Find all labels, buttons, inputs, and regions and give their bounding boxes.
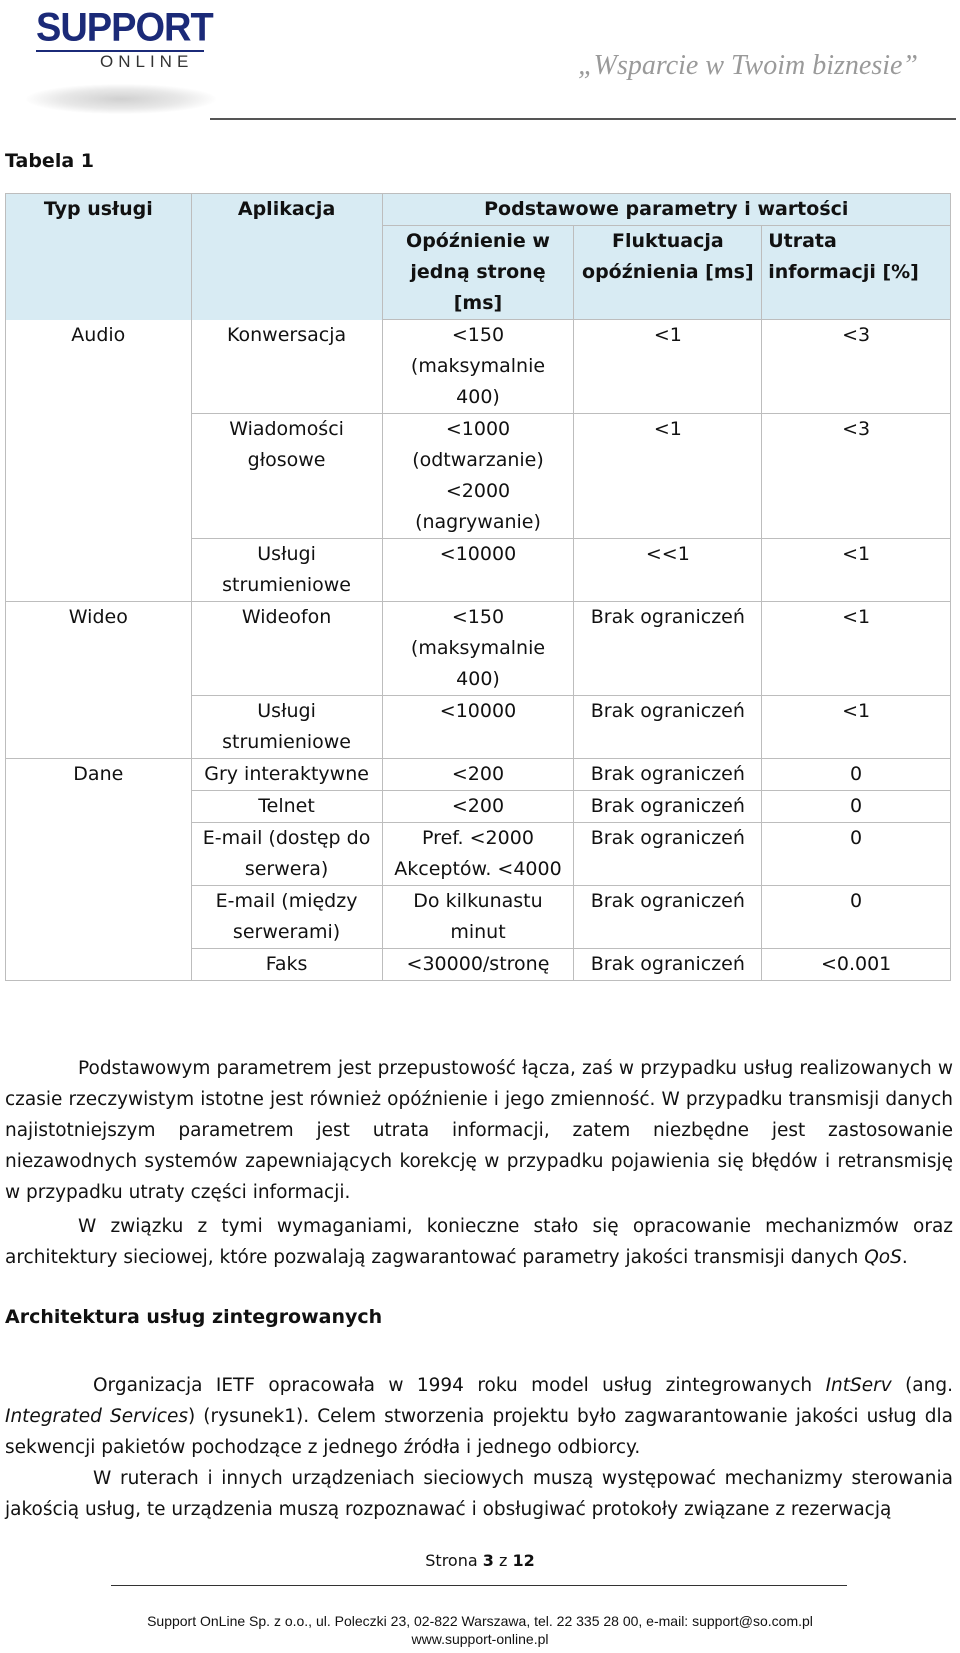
cell-delay: <200 [382, 759, 574, 791]
paragraph-intserv-text-a: Organizacja IETF opracowała w 1994 roku model usług zintegrowanych [93, 1375, 826, 1396]
company-logo [36, 6, 211, 114]
qos-parameters-table [5, 193, 951, 981]
cell-jitter: <<1 [574, 539, 762, 602]
cell-app: E-mail (między serwerami) [191, 886, 382, 949]
paragraph-requirements [5, 1211, 953, 1273]
cell-delay: Do kilkunastu minut [382, 886, 574, 949]
cell-loss: <1 [762, 602, 951, 696]
table-row [6, 886, 951, 949]
table-row [6, 823, 951, 886]
cell-app: Usługi strumieniowe [191, 696, 382, 759]
cell-type [6, 791, 192, 823]
qos-term: QoS [864, 1247, 902, 1268]
cell-delay: <150 (maksymalnie 400) [382, 320, 574, 414]
cell-jitter: Brak ograniczeń [574, 823, 762, 886]
integrated-services-term: Integrated Services [5, 1406, 188, 1427]
paragraph-intserv-text-e: ) (rysunek1). Celem stworzenia projektu było zagwarantowanie jakości usług dla sekwencji pakietów pochodzące z jednego źródła i jednego odbiorcy. [5, 1406, 953, 1458]
cell-jitter: Brak ograniczeń [574, 949, 762, 981]
cell-loss: <1 [762, 539, 951, 602]
table-header-row [6, 194, 951, 226]
page-separator: z [493, 1551, 513, 1570]
cell-jitter: <1 [574, 320, 762, 414]
cell-app: Wideofon [191, 602, 382, 696]
footer-divider [111, 1585, 847, 1586]
cell-app: Gry interaktywne [191, 759, 382, 791]
cell-type: Audio [6, 320, 192, 414]
cell-delay: <1000 (odtwarzanie) <2000 (nagrywanie) [382, 414, 574, 539]
header-delay: Opóźnienie w jedną stronę [ms] [382, 226, 574, 320]
cell-jitter: Brak ograniczeń [574, 886, 762, 949]
cell-app: Usługi strumieniowe [191, 539, 382, 602]
cell-app: E-mail (dostęp do serwera) [191, 823, 382, 886]
table-row [6, 759, 951, 791]
header-divider [210, 118, 956, 120]
cell-loss: 0 [762, 823, 951, 886]
header-application: Aplikacja [191, 194, 382, 320]
cell-jitter: Brak ograniczeń [574, 791, 762, 823]
cell-app: Wiadomości głosowe [191, 414, 382, 539]
paragraph-bandwidth-text: Podstawowym parametrem jest przepustowość łącza, zaś w przypadku usług realizowanych w czasie rzeczywistym istotne jest również opóźnienie i jego zmienność. W przypadku transmisji danych najistotniejszym parametrem jest utrata informacji, zatem niezbędne jest zastosowanie niezawodnych systemów zapewniających korekcję w przypadku pojawienia się błędów i retransmisję w przypadku utraty części informacji. [5, 1058, 953, 1203]
cell-delay: <10000 [382, 696, 574, 759]
cell-app: Konwersacja [191, 320, 382, 414]
cell-delay: <30000/stronę [382, 949, 574, 981]
cell-type [6, 823, 192, 886]
paragraph-intserv [5, 1370, 953, 1463]
cell-type: Dane [6, 759, 192, 791]
cell-jitter: Brak ograniczeń [574, 696, 762, 759]
logo-shadow [26, 84, 216, 114]
page-prefix: Strona [425, 1551, 483, 1570]
paragraph-routers-text: W ruterach i innych urządzeniach sieciowych muszą występować mechanizmy sterowania jakością usług, te urządzenia muszą rozpoznawać i obsługiwać protokoły związane z rezerwacją [5, 1468, 953, 1520]
header-jitter: Fluktuacja opóźnienia [ms] [574, 226, 762, 320]
cell-jitter: Brak ograniczeń [574, 602, 762, 696]
table-row [6, 696, 951, 759]
footer-address: Support OnLine Sp. z o.o., ul. Poleczki 23, 02-822 Warszawa, tel. 22 335 28 00, e-mail: support@so.com.pl [147, 1613, 813, 1629]
cell-type [6, 949, 192, 981]
header-tagline: „Wsparcie w Twoim biznesie” [578, 50, 918, 81]
section-heading: Architektura usług zintegrowanych [5, 1306, 383, 1328]
table-row [6, 414, 951, 539]
page-total: 12 [512, 1551, 535, 1570]
cell-jitter: <1 [574, 414, 762, 539]
cell-loss: 0 [762, 791, 951, 823]
cell-jitter: Brak ograniczeń [574, 759, 762, 791]
logo-online-text: ONLINE [100, 52, 194, 71]
paragraph-intserv-text-c: (ang. [891, 1375, 953, 1396]
footer-website: www.support-online.pl [411, 1631, 549, 1647]
cell-type [6, 539, 192, 602]
cell-loss: 0 [762, 759, 951, 791]
cell-loss: <0.001 [762, 949, 951, 981]
paragraph-bandwidth [5, 1053, 953, 1208]
cell-delay: <200 [382, 791, 574, 823]
header-service-type: Typ usługi [6, 194, 192, 320]
header-parameters: Podstawowe parametry i wartości [382, 194, 950, 226]
cell-type [6, 414, 192, 539]
intserv-term: IntServ [825, 1375, 892, 1396]
cell-loss: <3 [762, 320, 951, 414]
cell-loss: <3 [762, 414, 951, 539]
page-number [0, 1551, 960, 1570]
cell-app: Telnet [191, 791, 382, 823]
paragraph-requirements-text: W związku z tymi wymaganiami, konieczne stało się opracowanie mechanizmów oraz architektury sieciowej, które pozwalają zagwarantować parametry jakości transmisji danych [5, 1216, 953, 1268]
cell-delay: <10000 [382, 539, 574, 602]
table-caption: Tabela 1 [5, 150, 94, 172]
cell-type [6, 886, 192, 949]
cell-type: Wideo [6, 602, 192, 696]
cell-app: Faks [191, 949, 382, 981]
paragraph-routers [5, 1463, 953, 1525]
table-row [6, 791, 951, 823]
cell-loss: 0 [762, 886, 951, 949]
table-row [6, 539, 951, 602]
cell-loss: <1 [762, 696, 951, 759]
paragraph-requirements-end: . [901, 1247, 908, 1268]
page-current: 3 [482, 1551, 494, 1570]
logo-support-text: SUPPORT [36, 6, 213, 51]
header-loss: Utrata informacji [%] [762, 226, 951, 320]
cell-type [6, 696, 192, 759]
table-row [6, 949, 951, 981]
table-row [6, 602, 951, 696]
table-row [6, 320, 951, 414]
cell-delay: <150 (maksymalnie 400) [382, 602, 574, 696]
cell-delay: Pref. <2000 Akceptów. <4000 [382, 823, 574, 886]
